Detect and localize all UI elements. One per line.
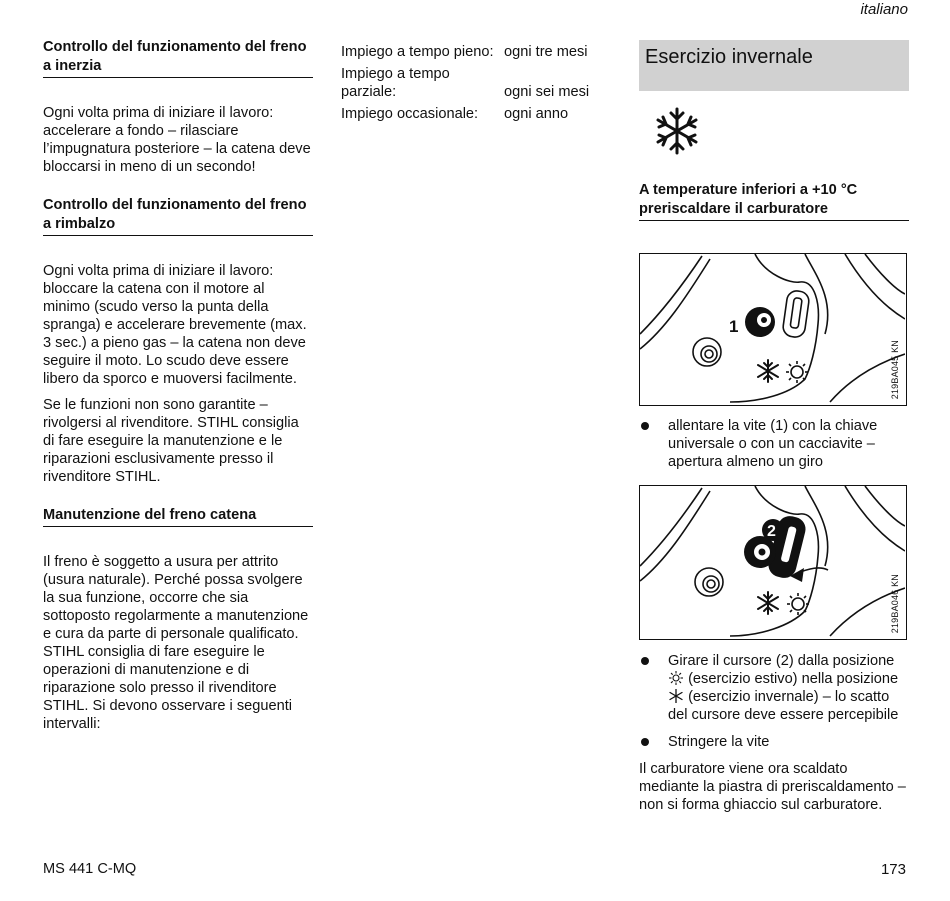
- step-text-part2: (esercizio estivo) nella posizione: [688, 671, 899, 687]
- carburetor-figure-2: [639, 485, 907, 640]
- snowflake-icon: [653, 105, 909, 157]
- figure2-callout: 2: [767, 523, 776, 540]
- section-title-box: [639, 40, 909, 91]
- step-loosen-screw: [639, 417, 909, 471]
- interval-use: Impiego a tempo parziale:: [341, 66, 450, 100]
- figure2-code: 219BA046 KN: [890, 573, 900, 633]
- step-turn-slider: [639, 652, 909, 724]
- chain-brake-maintenance-text: Il freno è soggetto a usura per attrito (usura naturale). Perché possa svolgere la sua funzione, occorre che sia sottoposto regolarmente a manutenzione e cura da parte di personale qualificato. STIHL consiglia di fare eseguire le operazioni di manutenzione e di riparazione solo presso il rivenditore STIHL. Si devono osservare i seguenti intervalli:: [43, 554, 309, 732]
- bullet-icon: [641, 657, 649, 665]
- bullet-icon: [641, 422, 649, 430]
- carburetor-figure-1: [639, 253, 907, 406]
- interval-use: Impiego occasionale:: [341, 106, 479, 122]
- step-text-part3: (esercizio invernale) – lo scatto del cursore deve essere percepibile: [668, 689, 899, 723]
- section-title: Esercizio invernale: [645, 46, 813, 68]
- interval-use: Impiego a tempo pieno:: [341, 44, 494, 60]
- figure1-code: 219BA045 KN: [890, 339, 900, 399]
- dealer-advice-text: Se le funzioni non sono garantite – rivolgersi al rivenditore. STIHL consiglia di fare eseguire la manutenzione e le riparazioni esclusivamente presso il rivenditore STIHL.: [43, 397, 299, 485]
- column-left: [43, 38, 313, 733]
- column-right: [639, 40, 909, 814]
- closing-text: Il carburatore viene ora scaldato mediante la piastra di preriscaldamento – non si forma ghiaccio sul carburatore.: [639, 761, 906, 813]
- column-middle: [341, 43, 611, 127]
- carburetor-illustration-1: [640, 254, 905, 404]
- table-row: [341, 65, 589, 105]
- figure1-callout: 1: [729, 317, 739, 336]
- carburetor-illustration-2: [640, 486, 905, 638]
- step-text: Stringere la vite: [668, 734, 770, 750]
- maintenance-intervals-table: [341, 43, 589, 127]
- kickback-brake-text: Ogni volta prima di iniziare il lavoro: bloccare la catena con il motore al minimo (scudo verso la punta della spranga) e accelerare brevemente (max. 3 sec.) a pieno gas – la catena non deve seguire il moto. Lo scudo deve essere libero da sporco e muoversi facilmente.: [43, 263, 307, 387]
- page-number: 173: [880, 861, 906, 878]
- inertia-brake-heading: Controllo del funzionamento del freno a inerzia: [43, 38, 313, 78]
- interval-value: ogni sei mesi: [504, 84, 590, 100]
- inertia-brake-text: Ogni volta prima di iniziare il lavoro: accelerare a fondo – rilasciare l’impugnatura posteriore – la catena deve bloccarsi in meno di un secondo!: [43, 105, 311, 175]
- step-text-part1: Girare il cursore (2) dalla posizione: [668, 653, 895, 669]
- chain-brake-maintenance-heading: Manutenzione del freno catena: [43, 506, 313, 527]
- step-text: allentare la vite (1) con la chiave universale o con un cacciavite – apertura almeno un giro: [668, 418, 878, 470]
- preheat-heading: A temperature inferiori a +10 °C preriscaldare il carburatore: [639, 181, 909, 221]
- step-tighten-screw: [639, 733, 909, 751]
- sun-icon: [668, 671, 684, 685]
- table-row: [341, 105, 589, 127]
- kickback-brake-heading: Controllo del funzionamento del freno a rimbalzo: [43, 196, 313, 236]
- snowflake-icon: [668, 689, 684, 703]
- table-row: [341, 43, 589, 65]
- interval-value: ogni anno: [504, 106, 569, 122]
- language-label: italiano: [860, 1, 908, 18]
- bullet-icon: [641, 738, 649, 746]
- interval-value: ogni tre mesi: [504, 44, 588, 60]
- model-label: MS 441 C-MQ: [43, 861, 137, 877]
